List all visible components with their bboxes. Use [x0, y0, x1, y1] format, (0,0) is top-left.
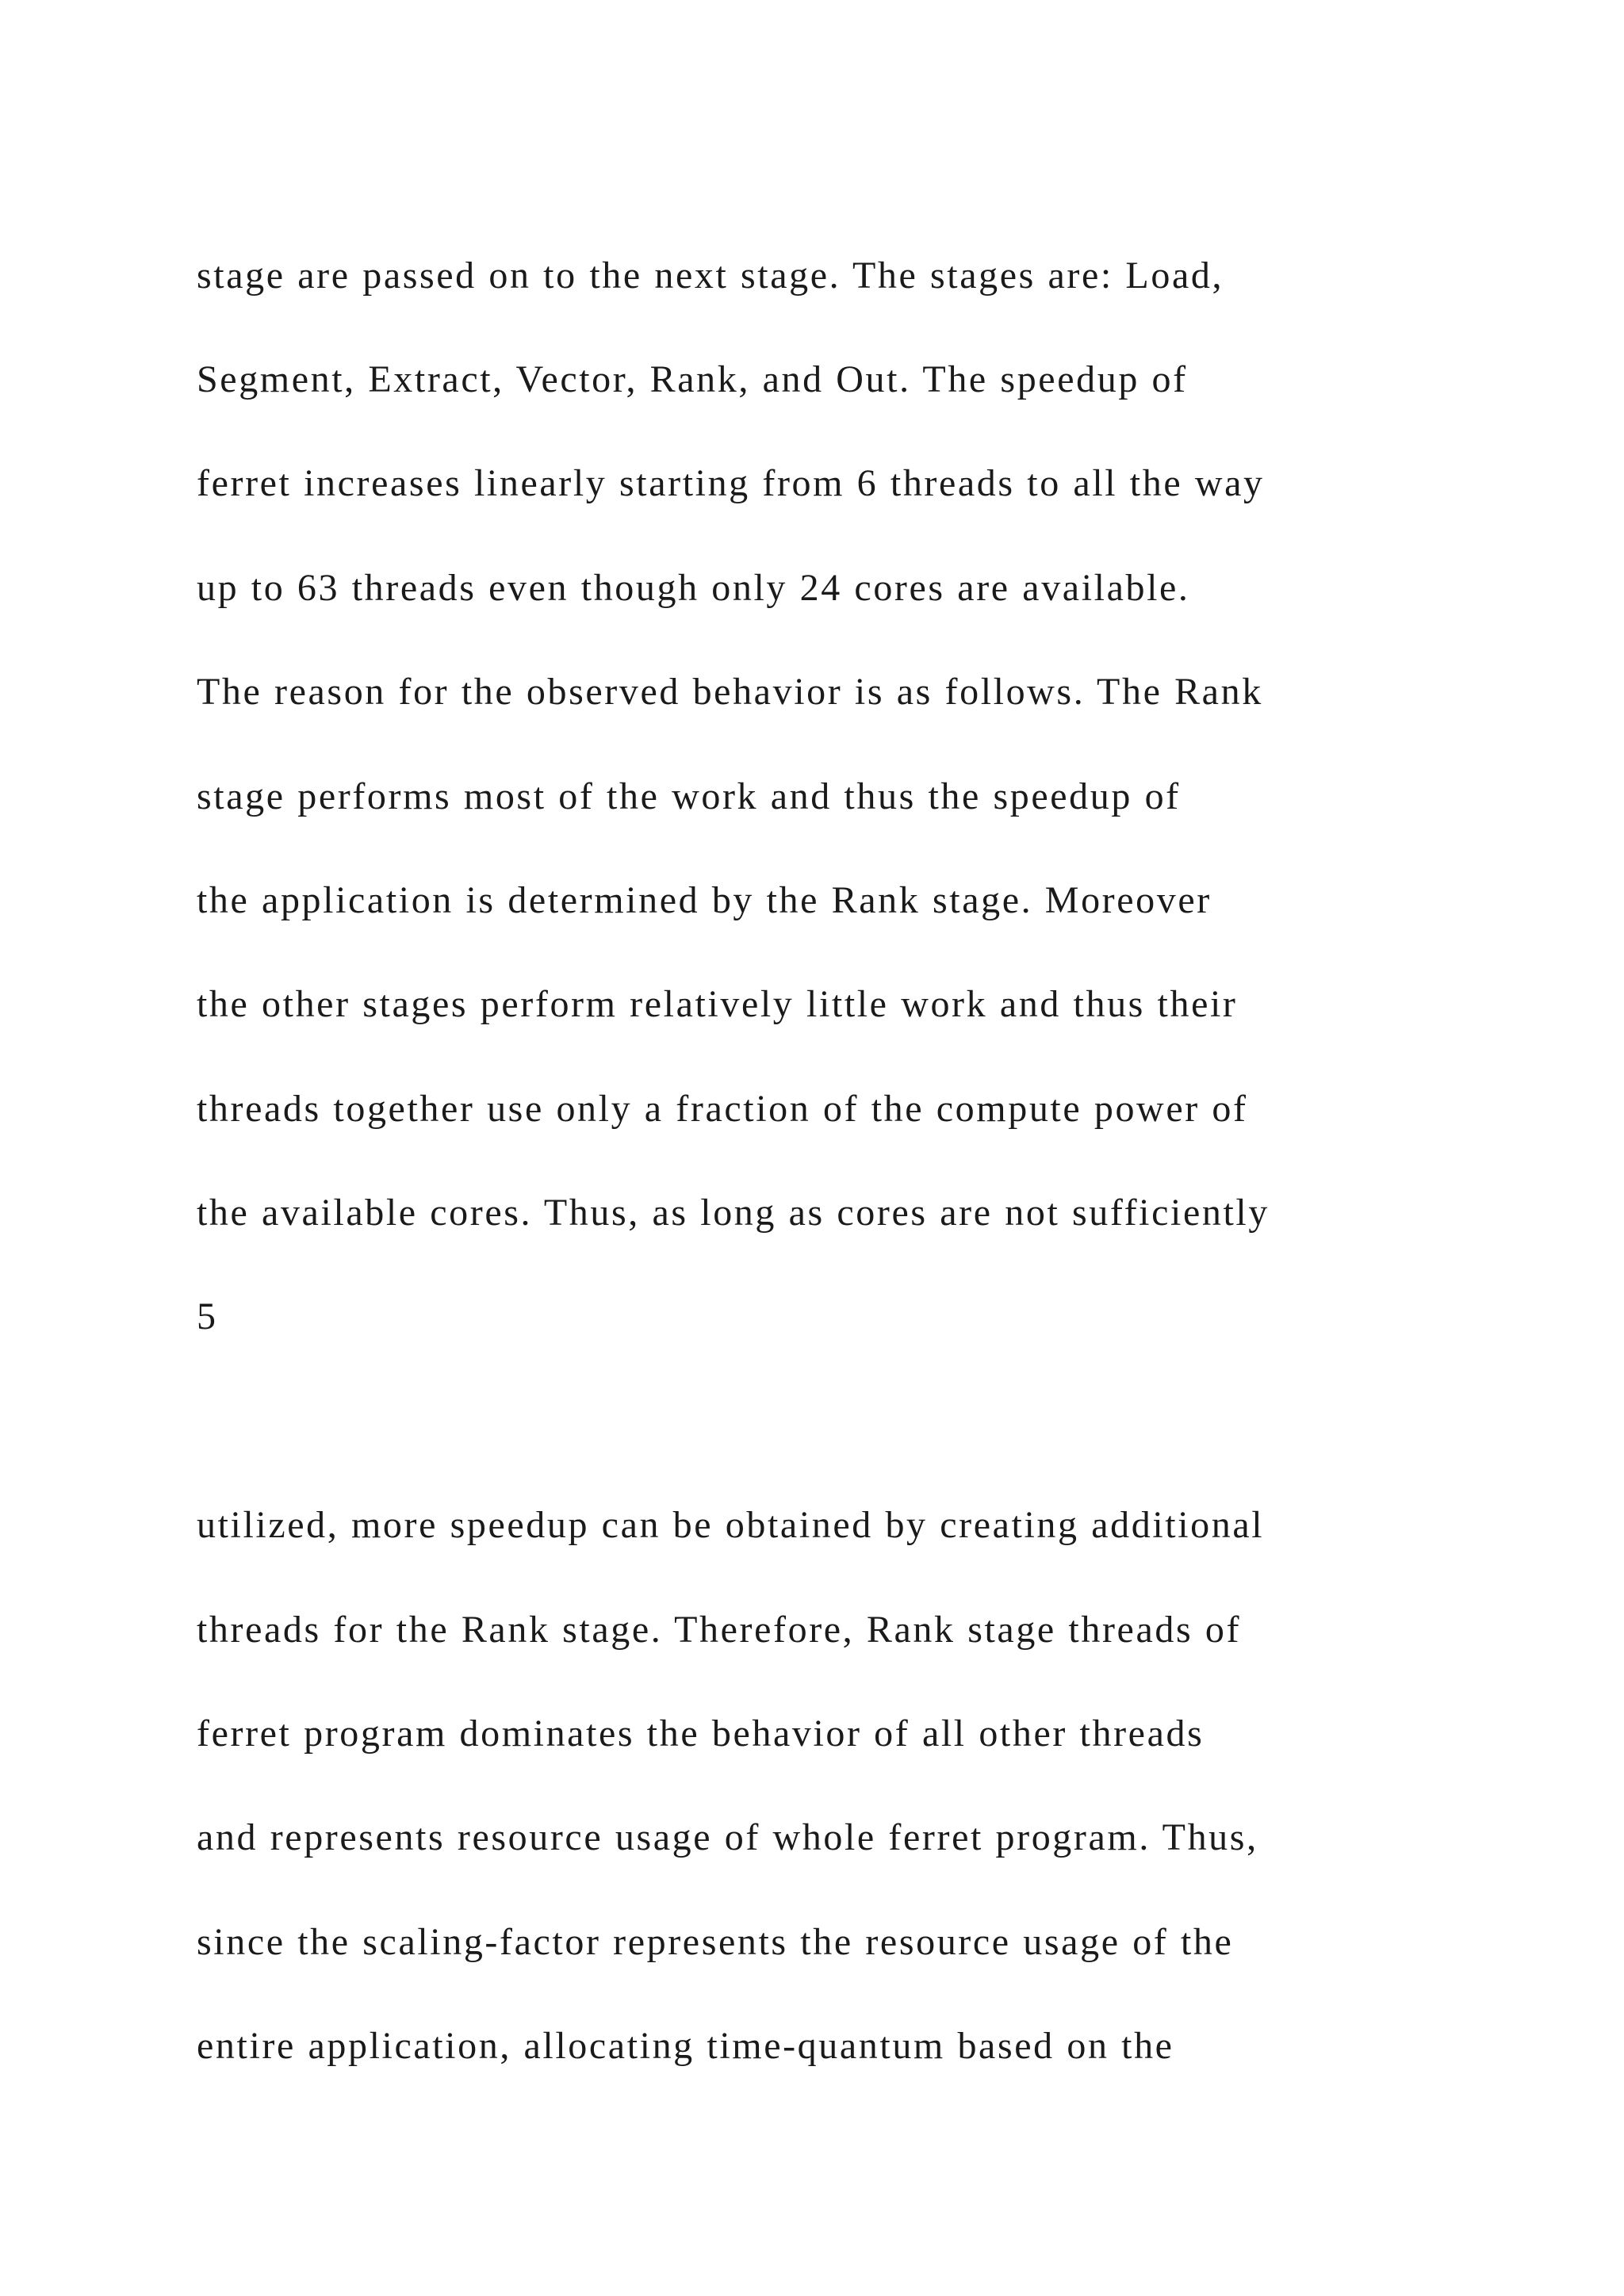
- text-line: up to 63 threads even though only 24 cores are available.: [197, 567, 1190, 609]
- text-line: threads for the Rank stage. Therefore, Rank stage threads of: [197, 1609, 1242, 1651]
- text-line: stage performs most of the work and thus the speedup of: [197, 775, 1181, 817]
- page-number: 5: [197, 1295, 218, 1337]
- text-line: ferret program dominates the behavior of all other threads: [197, 1712, 1205, 1755]
- text-line: the available cores. Thus, as long as cores are not sufficiently: [197, 1192, 1270, 1234]
- text-line: threads together use only a fraction of the compute power of: [197, 1088, 1248, 1130]
- text-line: utilized, more speedup can be obtained by creating additional: [197, 1504, 1265, 1546]
- text-line: since the scaling-factor represents the resource usage of the: [197, 1921, 1234, 1963]
- text-line: Segment, Extract, Vector, Rank, and Out. The speedup of: [197, 358, 1188, 400]
- text-line: entire application, allocating time-quantum based on the: [197, 2025, 1174, 2067]
- text-line: stage are passed on to the next stage. The stages are: Load,: [197, 254, 1224, 297]
- text-line: ferret increases linearly starting from 6 threads to all the way: [197, 462, 1265, 504]
- text-line: and represents resource usage of whole ferret program. Thus,: [197, 1816, 1258, 1858]
- text-line: the other stages perform relatively little work and thus their: [197, 983, 1238, 1025]
- text-line: the application is determined by the Rank stage. Moreover: [197, 879, 1212, 921]
- text-line: The reason for the observed behavior is as follows. The Rank: [197, 671, 1263, 713]
